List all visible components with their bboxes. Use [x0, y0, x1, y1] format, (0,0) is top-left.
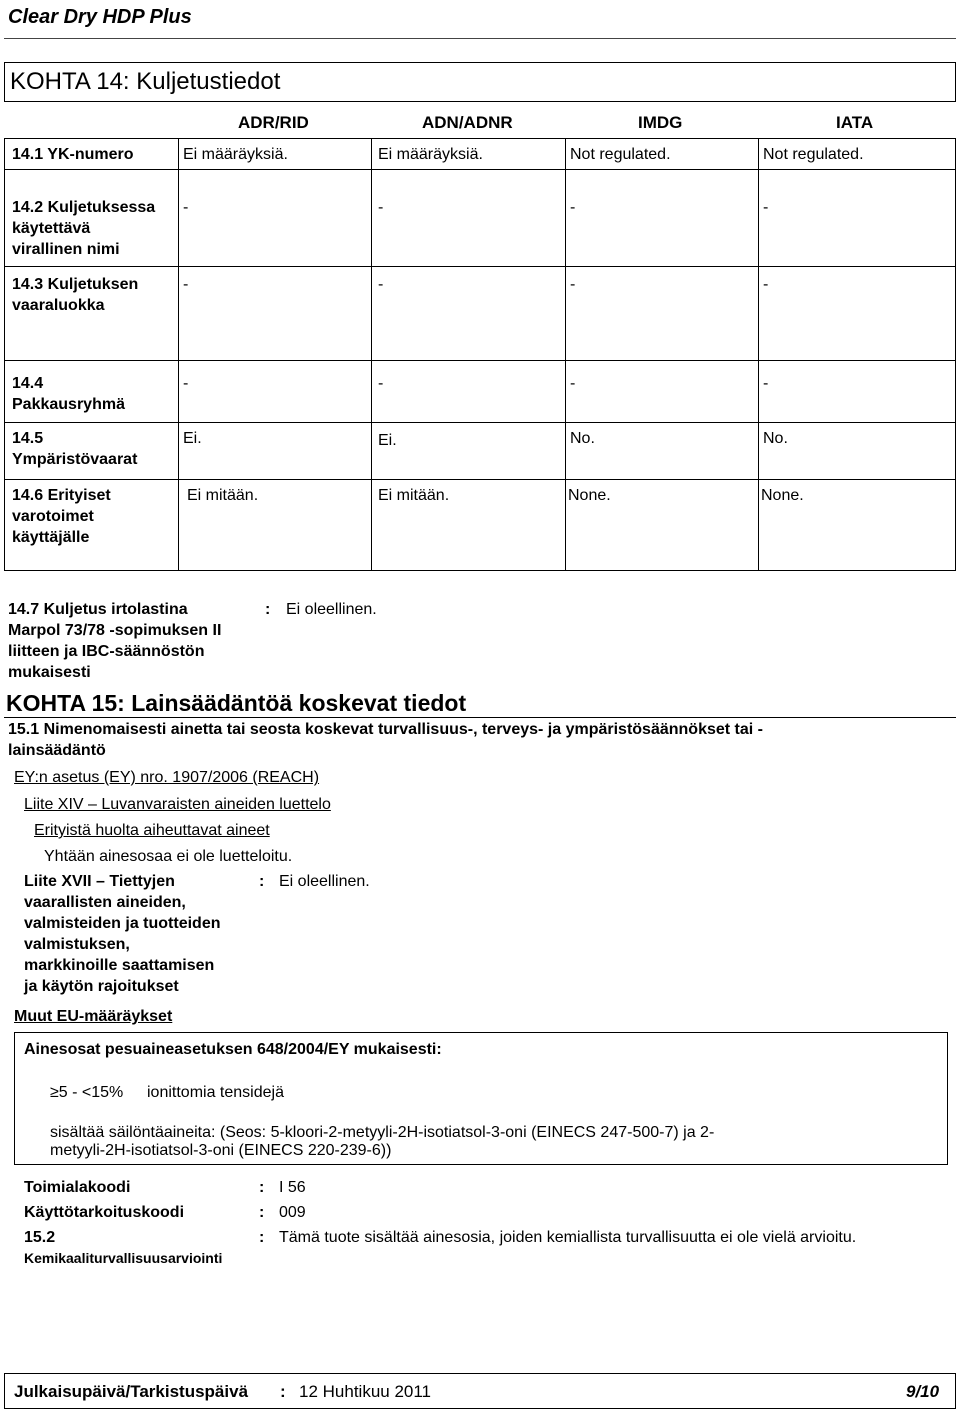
annex-xvii-label: valmisteiden ja tuotteiden [24, 915, 221, 932]
row-label-packing-group: 14.4 [12, 375, 44, 392]
cell-value: - [183, 276, 189, 293]
section-14-title: KOHTA 14: Kuljetustiedot [10, 68, 281, 95]
cell-value: Ei määräyksiä. [378, 146, 483, 163]
cell-value: - [378, 276, 384, 293]
col-header-imdg: IMDG [638, 113, 683, 132]
industry-code-label: Toimialakoodi [24, 1179, 131, 1196]
cell-value: - [570, 375, 576, 392]
table-row-rule [4, 169, 956, 170]
cell-value: - [378, 199, 384, 216]
cell-value: Ei. [378, 432, 397, 449]
header-divider [4, 38, 956, 39]
cell-value: None. [761, 487, 804, 504]
other-eu-heading: Muut EU-määräykset [14, 1008, 173, 1025]
cell-value: No. [570, 430, 595, 447]
industry-code-colon: : [259, 1179, 265, 1196]
row-label-environmental: 14.5 [12, 430, 44, 447]
annex-xvii-value: Ei oleellinen. [279, 873, 370, 890]
cell-value: - [570, 199, 576, 216]
csa-colon: : [259, 1229, 265, 1246]
row-label-hazard-class: vaaraluokka [12, 297, 105, 314]
table-left-border [4, 138, 5, 570]
use-code-colon: : [259, 1204, 265, 1221]
sub-15-1-heading: 15.1 Nimenomaisesti ainetta tai seosta koskevat turvallisuus-, terveys- ja ympäristösäännökset tai - [8, 721, 763, 738]
svhc-heading: Erityistä huolta aiheuttavat aineet [34, 822, 270, 839]
detergent-range: ≥5 - <15% [50, 1084, 124, 1101]
table-row-rule [4, 360, 956, 361]
annex-xiv-heading: Liite XIV – Luvanvaraisten aineiden luettelo [24, 796, 331, 813]
reach-heading: EY:n asetus (EY) nro. 1907/2006 (REACH) [14, 769, 320, 786]
table-row-rule [4, 479, 956, 480]
annex-xvii-label: vaarallisten aineiden, [24, 894, 186, 911]
annex-xvii-colon: : [259, 873, 265, 890]
footer-page-number: 9/10 [906, 1382, 940, 1401]
csa-label-number: 15.2 [24, 1229, 56, 1246]
row-label-special-precautions: käyttäjälle [12, 529, 90, 546]
cell-value: Ei mitään. [187, 487, 259, 504]
cell-value: Ei. [183, 430, 202, 447]
annex-xvii-label: valmistuksen, [24, 936, 130, 953]
section-15-title: KOHTA 15: Lainsäädäntöä koskevat tiedot [6, 690, 467, 716]
row-label-environmental: Ympäristövaarat [12, 451, 138, 468]
table-right-border [955, 138, 956, 570]
bulk-transport-value: Ei oleellinen. [286, 601, 377, 618]
use-code-value: 009 [279, 1204, 306, 1221]
col-header-adr: ADR/RID [238, 113, 309, 132]
industry-code-value: I 56 [279, 1179, 306, 1196]
row-label-special-precautions: varotoimet [12, 508, 94, 525]
svhc-value: Yhtään ainesosaa ei ole luetteloitu. [44, 848, 293, 865]
cell-value: Ei määräyksiä. [183, 146, 288, 163]
detergent-box-title: Ainesosat pesuaineasetuksen 648/2004/EY mukaisesti: [24, 1041, 442, 1058]
product-name: Clear Dry HDP Plus [8, 6, 192, 28]
footer-date: 12 Huhtikuu 2011 [299, 1382, 432, 1401]
annex-xvii-label: ja käytön rajoitukset [24, 978, 179, 995]
annex-xvii-label: Liite XVII – Tiettyjen [24, 873, 175, 890]
table-bottom-rule [4, 570, 956, 571]
cell-value: - [570, 276, 576, 293]
footer-date-label: Julkaisupäivä/Tarkistuspäivä [14, 1382, 249, 1401]
table-col-divider-3 [565, 138, 566, 570]
table-col-divider-4 [758, 138, 759, 570]
table-row-rule [4, 266, 956, 267]
cell-value: No. [763, 430, 788, 447]
cell-value: None. [568, 487, 611, 504]
csa-label-text: Kemikaaliturvallisuusarviointi [24, 1250, 223, 1266]
cell-value: - [183, 375, 189, 392]
bulk-transport-label: liitteen ja IBC-säännöstön [8, 643, 205, 660]
cell-value: Ei mitään. [378, 487, 450, 504]
annex-xvii-label: markkinoille saattamisen [24, 957, 215, 974]
table-header-rule [4, 138, 956, 139]
cell-value: Not regulated. [570, 146, 671, 163]
footer-colon: : [280, 1382, 286, 1401]
csa-value: Tämä tuote sisältää ainesosia, joiden kemiallista turvallisuutta ei ole vielä arvioitu. [279, 1229, 857, 1246]
table-col-divider-1 [178, 138, 179, 570]
cell-value: - [378, 375, 384, 392]
bulk-transport-colon: : [265, 601, 271, 618]
table-row-rule [4, 422, 956, 423]
cell-value: - [763, 199, 769, 216]
row-label-shipping-name: 14.2 Kuljetuksessa [12, 199, 156, 216]
cell-value: - [763, 375, 769, 392]
row-label-shipping-name: virallinen nimi [12, 241, 120, 258]
row-label-hazard-class: 14.3 Kuljetuksen [12, 276, 139, 293]
section-15-rule [4, 717, 956, 718]
detergent-range-desc: ionittomia tensidejä [147, 1084, 284, 1101]
preservatives-text: sisältää säilöntäaineita: (Seos: 5-kloori-2-metyyli-2H-isotiatsol-3-oni (EINECS 247-500-7) ja 2- [50, 1124, 715, 1141]
col-header-iata: IATA [836, 113, 874, 132]
row-label-un-number: 14.1 YK-numero [12, 146, 134, 163]
bulk-transport-label: mukaisesti [8, 664, 91, 681]
preservatives-text: metyyli-2H-isotiatsol-3-oni (EINECS 220-239-6)) [50, 1142, 392, 1159]
cell-value: Not regulated. [763, 146, 864, 163]
bulk-transport-label: Marpol 73/78 -sopimuksen II [8, 622, 222, 639]
table-col-divider-2 [371, 138, 372, 570]
cell-value: - [183, 199, 189, 216]
use-code-label: Käyttötarkoituskoodi [24, 1204, 185, 1221]
cell-value: - [763, 276, 769, 293]
col-header-adn: ADN/ADNR [422, 113, 513, 132]
bulk-transport-label: 14.7 Kuljetus irtolastina [8, 601, 188, 618]
row-label-shipping-name: käytettävä [12, 220, 91, 237]
row-label-special-precautions: 14.6 Erityiset [12, 487, 111, 504]
row-label-packing-group: Pakkausryhmä [12, 396, 125, 413]
sub-15-1-heading: lainsäädäntö [8, 742, 106, 759]
